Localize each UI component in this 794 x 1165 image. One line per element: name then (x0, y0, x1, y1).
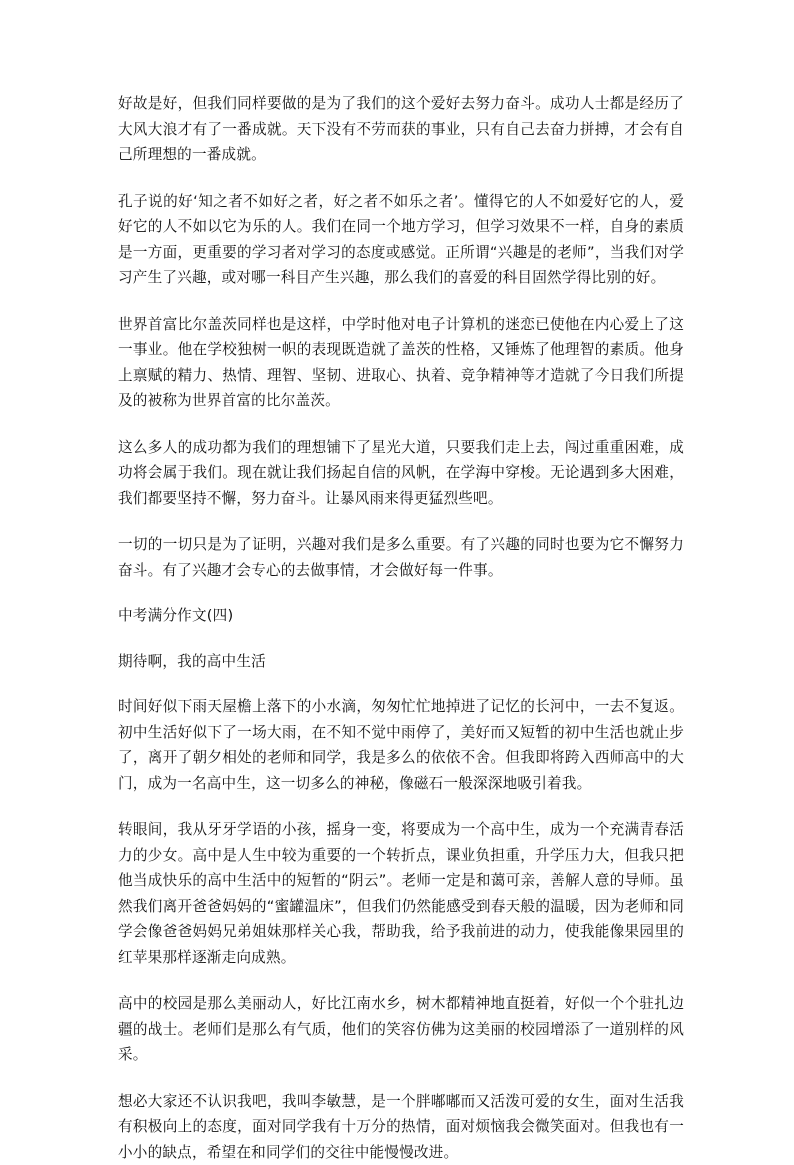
essay-paragraph-time: 时间好似下雨天屋檐上落下的小水滴，匆匆忙忙地掉进了记忆的长河中，一去不复返。初中生活好似下了一场大雨，在不知不觉中雨停了，美好而又短暂的初中生活也就止步了，离开了朝夕相处的老师和同学，我是多么的依依不舍。但我即将跨入西师高中的大门，成为一名高中生，这一切多么的神秘，像磁石一般深深地吸引着我。 (118, 694, 684, 796)
paragraph-confucius-quote: 孔子说的好‘知之者不如好之者，好之者不如乐之者’。懂得它的人不如爱好它的人，爱好它的人不如以它为乐的人。我们在同一个地方学习，但学习效果不一样，自身的素质是一方面，更重要的学习者对学习的态度或感觉。正所谓“兴趣是的老师”，当我们对学习产生了兴趣，或对哪一科目产生兴趣，那么我们的喜爱的科目固然学得比别的好。 (118, 189, 684, 291)
paragraph-success-path: 这么多人的成功都为我们的理想铺下了星光大道，只要我们走上去，闯过重重困难，成功将会属于我们。现在就让我们扬起自信的风帆，在学海中穿梭。无论遇到多大困难，我们都要坚持不懈，努力奋斗。让暴风雨来得更猛烈些吧。 (118, 435, 684, 512)
paragraph-bill-gates: 世界首富比尔盖茨同样也是这样，中学时他对电子计算机的迷恋已使他在内心爱上了这一事业。他在学校独树一帜的表现既造就了盖茨的性格，又锤炼了他理智的素质。他身上禀赋的精力、热情、理智、坚韧、进取心、执着、竞争精神等才造就了今日我们所提及的被称为世界首富的比尔盖茨。 (118, 312, 684, 414)
essay-title: 期待啊，我的高中生活 (118, 649, 684, 675)
paragraph-interest-effort: 好故是好，但我们同样要做的是为了我们的这个爱好去努力奋斗。成功人士都是经历了大风大浪才有了一番成就。天下没有不劳而获的事业，只有自己去奋力拼搏，才会有自己所理想的一番成就。 (118, 91, 684, 168)
essay-paragraph-self-intro: 想必大家还不认识我吧，我叫李敏慧，是一个胖嘟嘟而又活泼可爱的女生，面对生活我有积极向上的态度，面对同学我有十万分的热情，面对烦恼我会微笑面对。但我也有一小小的缺点，希望在和同学们的交往中能慢慢改进。 (118, 1089, 684, 1165)
document-page (118, 91, 684, 1165)
essay-paragraph-campus: 高中的校园是那么美丽动人，好比江南水乡，树木都精神地直挺着，好似一个个驻扎边疆的战士。老师们是那么有气质，他们的笑容仿佛为这美丽的校园增添了一道别样的风采。 (118, 991, 684, 1068)
paragraph-conclusion: 一切的一切只是为了证明，兴趣对我们是多么重要。有了兴趣的同时也要为它不懈努力奋斗。有了兴趣才会专心的去做事情，才会做好每一件事。 (118, 532, 684, 583)
essay-paragraph-transformation: 转眼间，我从牙牙学语的小孩，摇身一变，将要成为一个高中生，成为一个充满青春活力的少女。高中是人生中较为重要的一个转折点，课业负担重，升学压力大，但我只把他当成快乐的高中生活中的短暂的“阴云”。老师一定是和蔼可亲，善解人意的导师。虽然我们离开爸爸妈妈的“蜜罐温床”，但我们仍然能感受到春天般的温暖，因为老师和同学会像爸爸妈妈兄弟姐妹那样关心我，帮助我，给予我前进的动力，使我能像果园里的红苹果那样逐渐走向成熟。 (118, 817, 684, 970)
section-title: 中考满分作文(四) (118, 603, 684, 629)
